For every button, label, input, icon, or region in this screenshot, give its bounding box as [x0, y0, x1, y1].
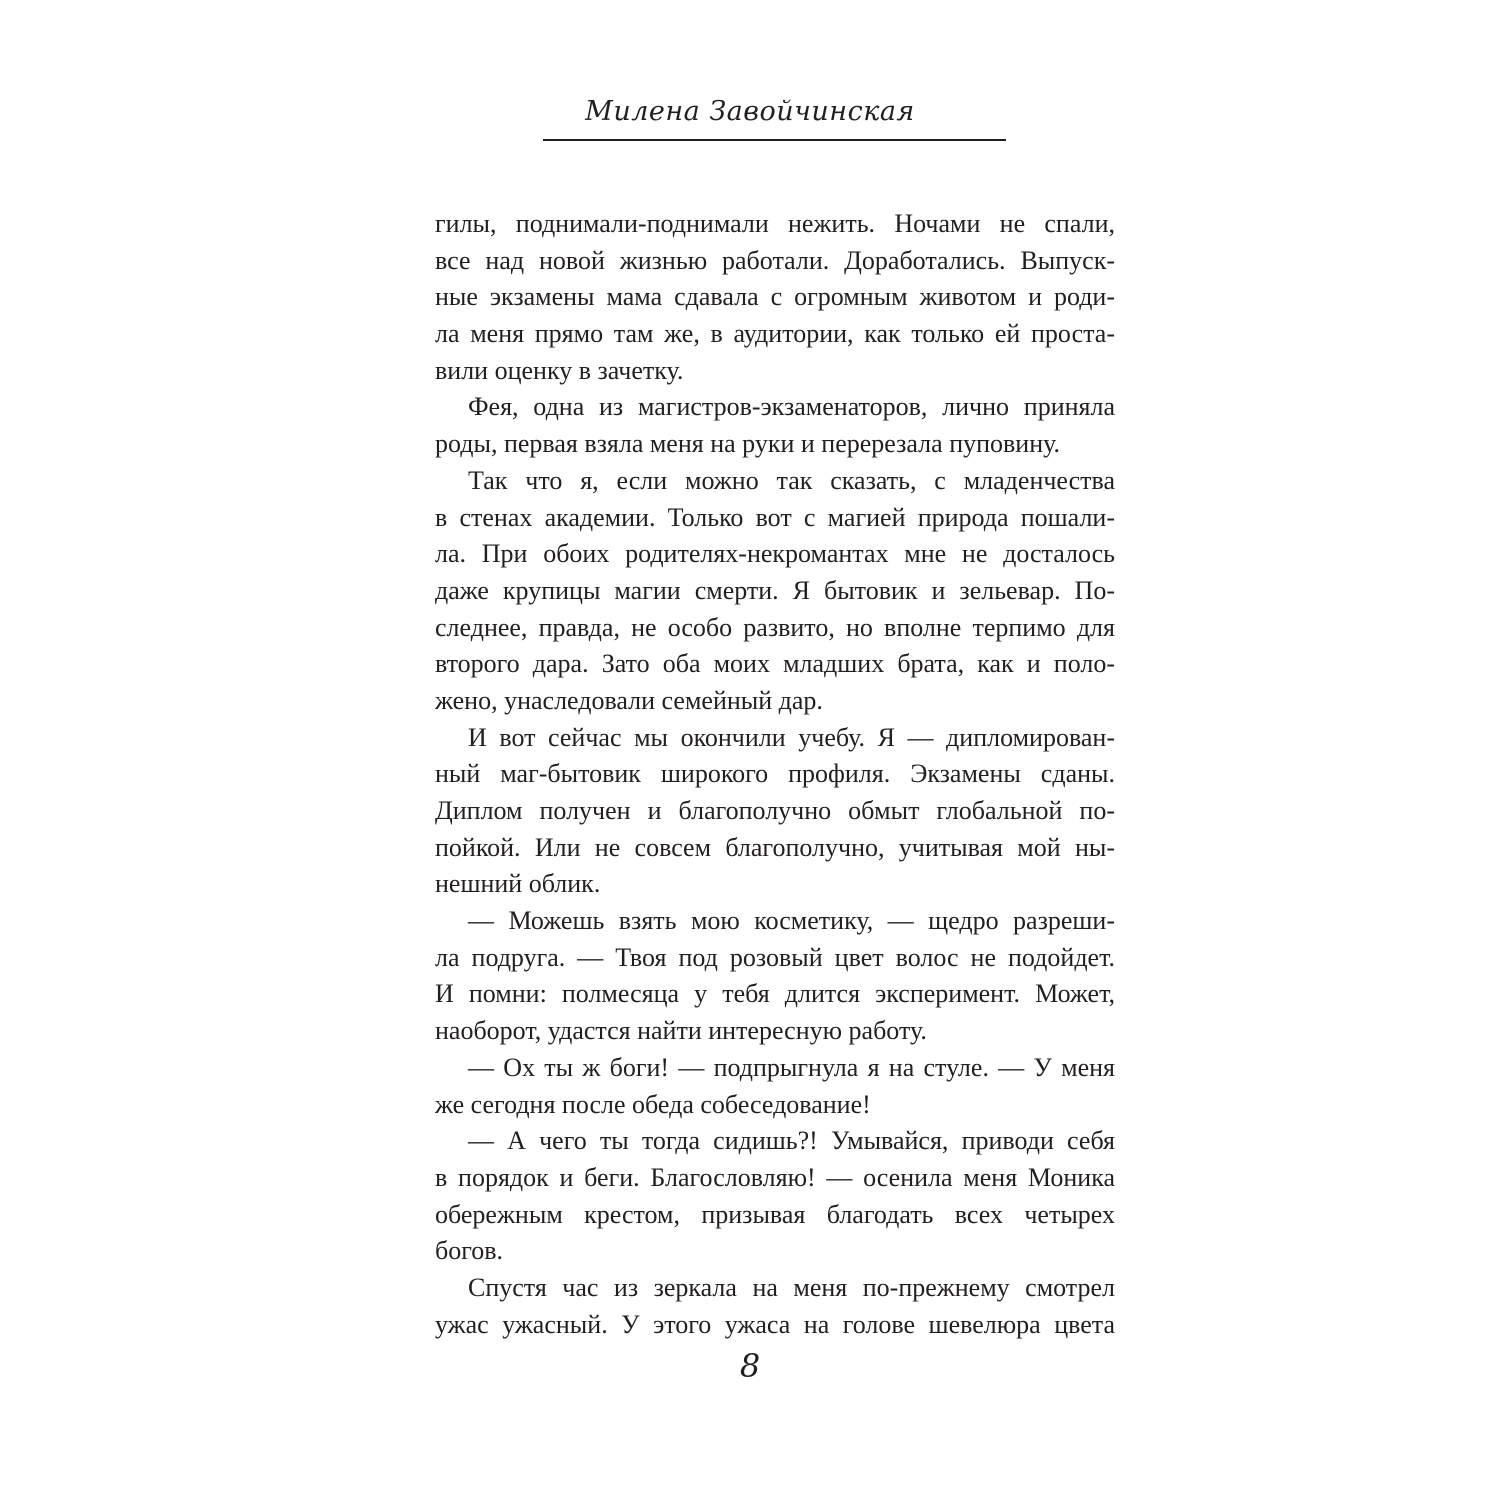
text-line: Диплом получен и благополучно обмыт глобальной по-	[435, 796, 1115, 825]
text-line: — Ох ты ж боги! — подпрыгнула я на стуле. — У меня	[468, 1052, 1115, 1082]
text-line: ла. При обоих родителях-некромантах мне не досталось	[435, 539, 1115, 569]
text-line: Так что я, если можно так сказать, с младенчества	[468, 465, 1115, 495]
text-line: ный маг-бытовик широкого профиля. Экзамены сданы.	[435, 759, 1115, 789]
text-line: богов.	[435, 1236, 504, 1266]
text-line: второго дара. Зато оба моих младших брата, как и поло-	[435, 649, 1115, 679]
text-line: даже крупицы магии смерти. Я бытовик и зельевар. По-	[435, 575, 1115, 605]
text-line: все над новой жизнью работали. Доработались. Выпуск-	[435, 245, 1115, 275]
text-line: обережным крестом, призывая благодать всех четырех	[435, 1199, 1115, 1229]
text-line: пойкой. Или не совсем благополучно, учитывая мой ны-	[435, 832, 1115, 862]
text-line: в порядок и беги. Благословляю! — осенила меня Моника	[435, 1162, 1115, 1192]
text-line: в стенах академии. Только вот с магией природа пошали-	[435, 502, 1115, 532]
text-line: же сегодня после обеда собеседование!	[435, 1089, 871, 1119]
text-line: следнее, правда, не особо развито, но вполне терпимо для	[435, 612, 1115, 642]
body-text	[435, 206, 1115, 1343]
text-line: Фея, одна из магистров-экзаменаторов, лично приняла	[468, 392, 1115, 422]
text-line: нешний облик.	[435, 869, 601, 899]
text-line: ла меня прямо там же, в аудитории, как только ей проста-	[435, 319, 1115, 349]
text-line: ужас ужасный. У этого ужаса на голове шевелюра цвета	[435, 1309, 1115, 1339]
text-line: И вот сейчас мы окончили учебу. Я — дипломирован-	[468, 722, 1115, 752]
text-line: ные экзамены мама сдавала с огромным животом и роди-	[435, 282, 1115, 312]
header-rule	[543, 139, 1006, 141]
running-head-author: Милена Завойчинская	[585, 96, 915, 127]
text-line: — А чего ты тогда сидишь?! Умывайся, приводи себя	[468, 1126, 1115, 1156]
text-line: Спустя час из зеркала на меня по-прежнему смотрел	[468, 1272, 1115, 1302]
text-line: жено, унаследовали семейный дар.	[435, 685, 823, 715]
text-line: И помни: полмесяца у тебя длится эксперимент. Может,	[435, 979, 1115, 1009]
text-line: — Можешь взять мою косметику, — щедро разреши-	[468, 906, 1115, 936]
text-line: наоборот, удастся найти интересную работу.	[435, 1016, 927, 1046]
text-line: ла подруга. — Твоя под розовый цвет волос не подойдет.	[435, 942, 1115, 972]
page-number: 8	[739, 1347, 761, 1385]
text-line: роды, первая взяла меня на руки и перерезала пуповину.	[435, 429, 1061, 459]
text-line: вили оценку в зачетку.	[435, 355, 684, 385]
text-line: гилы, поднимали-поднимали нежить. Ночами не спали,	[435, 209, 1115, 238]
